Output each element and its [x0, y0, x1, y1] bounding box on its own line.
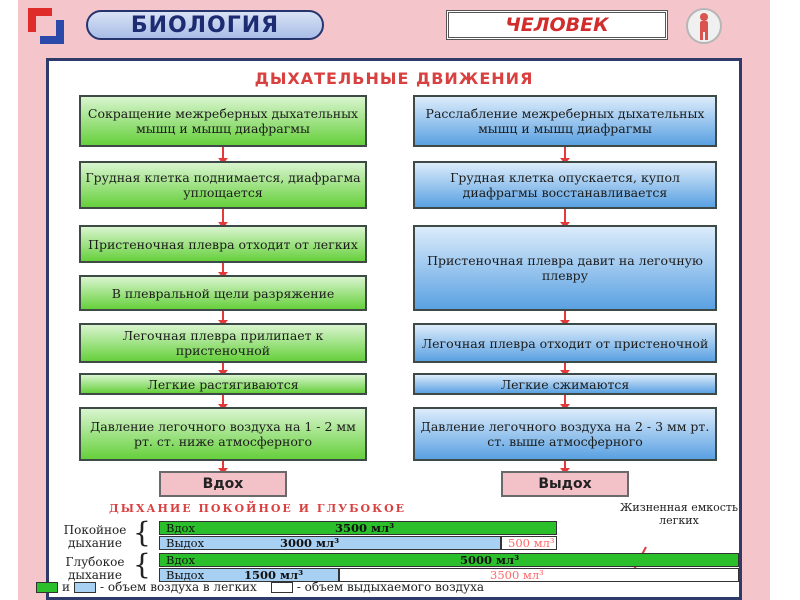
- inhale-step-3: Пристеночная плевра отходит от легких: [79, 225, 367, 263]
- legend-white-swatch: [271, 582, 293, 593]
- deep-inhale-bar: [159, 553, 739, 567]
- breathing-subtitle: ДЫХАНИЕ ПОКОЙНОЕ И ГЛУБОКОЕ: [109, 502, 407, 515]
- inhale-step-5: Легочная плевра прилипает к пристеночной: [79, 323, 367, 363]
- arrow: [222, 311, 224, 321]
- arrow: [222, 263, 224, 273]
- arrow: [222, 209, 224, 223]
- brace: {: [133, 548, 151, 581]
- legend-green-swatch: [36, 582, 58, 593]
- inhale-step-2: Грудная клетка поднимается, диафрагма уплощается: [79, 161, 367, 209]
- rest-exhale-value: 3000 мл³: [280, 536, 340, 550]
- arrow: [222, 147, 224, 159]
- arrow: [564, 395, 566, 405]
- bar-label: Выдох: [166, 536, 205, 550]
- arrow: [222, 395, 224, 405]
- inhale-step-6: Легкие растягиваются: [79, 373, 367, 395]
- rest-breathing-label: Покойное дыхание: [63, 523, 127, 550]
- rest-extra-value: 500 мл³: [508, 536, 555, 550]
- legend-and: и: [62, 580, 70, 594]
- inhale-result: Вдох: [159, 471, 287, 497]
- legend-blue-swatch: [74, 582, 96, 593]
- exhale-step-5: Легкие сжимаются: [413, 373, 717, 395]
- logo-icon: [28, 8, 66, 44]
- human-figure-icon: [686, 8, 722, 44]
- arrow: [564, 311, 566, 321]
- rest-exhale-bar: [159, 536, 501, 550]
- rest-extra-bar: [501, 536, 557, 550]
- arrow: [222, 461, 224, 469]
- deep-inhale-value: 5000 мл³: [460, 553, 520, 567]
- section-title: ЧЕЛОВЕК: [446, 10, 668, 40]
- exhale-step-1: Расслабление межреберных дыхательных мышц и мышц диафрагмы: [413, 95, 717, 147]
- exhale-step-6: Давление легочного воздуха на 2 - 3 мм рт. ст. выше атмосферного: [413, 407, 717, 461]
- diagram-panel: [46, 58, 742, 600]
- inhale-step-7: Давление легочного воздуха на 1 - 2 мм рт. ст. ниже атмосферного: [79, 407, 367, 461]
- legend-lungs-text: - объем воздуха в легких: [100, 580, 257, 594]
- deep-extra-value: 3500 мл³: [490, 568, 544, 582]
- rest-inhale-value: 3500 мл³: [335, 521, 395, 535]
- arrow: [222, 363, 224, 371]
- bar-label: Вдох: [166, 553, 195, 567]
- arrow: [564, 147, 566, 159]
- legend: [36, 580, 484, 594]
- legend-exhaled-text: - объем выдыхаемого воздуха: [296, 580, 485, 594]
- diagram-title: ДЫХАТЕЛЬНЫЕ ДВИЖЕНИЯ: [254, 69, 534, 88]
- exhale-step-2: Грудная клетка опускается, купол диафрагмы восстанавливается: [413, 161, 717, 209]
- arrow: [564, 461, 566, 469]
- deep-exhale-value: 1500 мл³: [244, 568, 304, 582]
- exhale-step-4: Легочная плевра отходит от пристеночной: [413, 323, 717, 363]
- poster: [18, 0, 770, 600]
- arrow: [564, 363, 566, 371]
- inhale-step-4: В плевральной щели разряжение: [79, 275, 367, 311]
- header: [18, 0, 770, 52]
- rest-inhale-bar: [159, 521, 557, 535]
- subject-title: БИОЛОГИЯ: [86, 10, 324, 40]
- exhale-step-3: Пристеночная плевра давит на легочную плевру: [413, 225, 717, 311]
- inhale-step-1: Сокращение межреберных дыхательных мышц и мышц диафрагмы: [79, 95, 367, 147]
- brace: {: [133, 516, 151, 549]
- vital-capacity-label: Жизненная емкость легких: [620, 501, 738, 527]
- bar-label: Выдох: [166, 568, 205, 582]
- exhale-result: Выдох: [501, 471, 629, 497]
- deep-breathing-label: Глубокое дыхание: [65, 555, 125, 582]
- bar-label: Вдох: [166, 521, 195, 535]
- arrow: [564, 209, 566, 223]
